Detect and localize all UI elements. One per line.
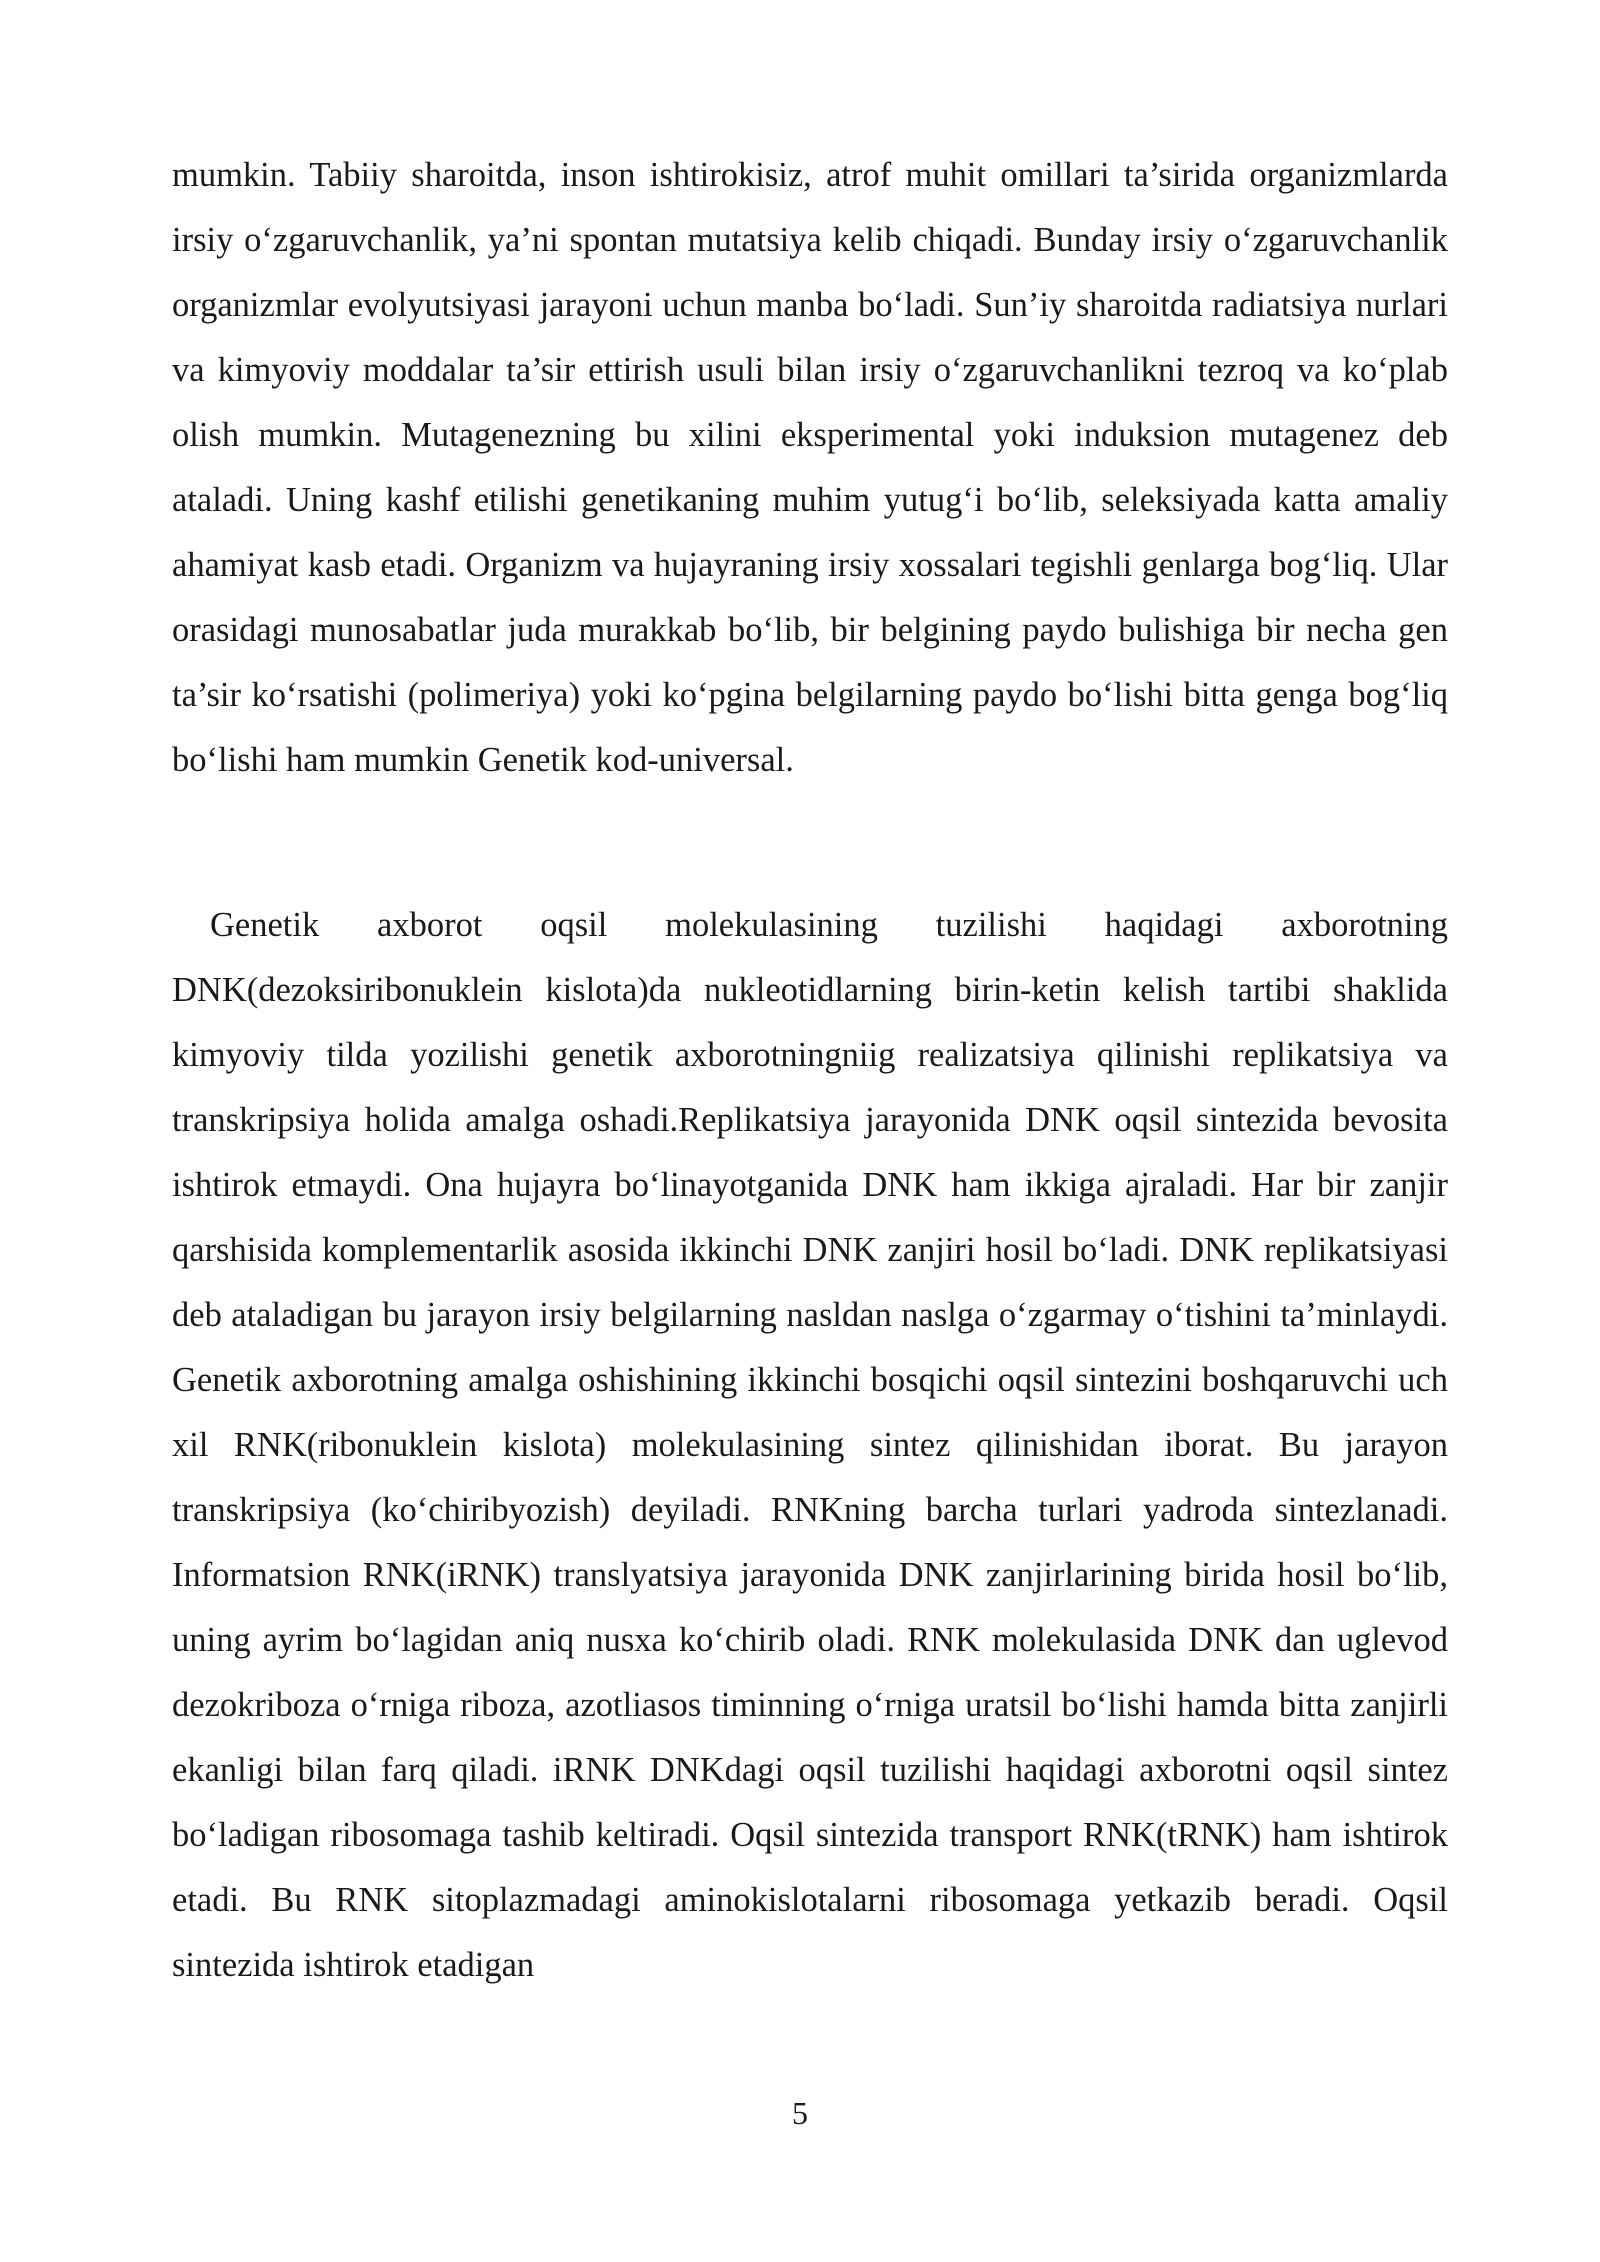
page-number: 5 xyxy=(792,2095,808,2131)
body-paragraph-2: Genetik axborot oqsil molekulasining tuzilishi haqidagi axborotning DNK(dezoksiribonuklein kislota)da nukleotidlarning birin-ketin kelish tartibi shaklida kimyoviy tilda yozilishi genetik axborotningniig realizatsiya qilinishi replikatsiya va transkripsiya holida amalga oshadi.Replikatsiya jarayonida DNK oqsil sintezida bevosita ishtirok etmaydi. Ona hujayra bo‘linayotganida DNK ham ikkiga ajraladi. Har bir zanjir qarshisida komplementarlik asosida ikkinchi DNK zanjiri hosil bo‘ladi. DNK replikatsiyasi deb ataladigan bu jarayon irsiy belgilarning nasldan naslga o‘zgarmay o‘tishini ta’minlaydi. Genetik axborotning amalga oshishining ikkinchi bosqichi oqsil sintezini boshqaruvchi uch xil RNK(ribonuklein kislota) molekulasining sintez qilinishidan iborat. Bu jarayon transkripsiya (ko‘chiribyozish) deyiladi. RNKning barcha turlari yadroda sintezlanadi. Informatsion RNK(iRNK) translyatsiya jarayonida DNK zanjirlarining birida hosil bo‘lib, uning ayrim bo‘lagidan aniq nusxa ko‘chirib oladi. RNK molekulasida DNK dan uglevod dezokriboza o‘rniga riboza, azotliasos timinning o‘rniga uratsil bo‘lishi hamda bitta zanjirli ekanligi bilan farq qiladi. iRNK DNKdagi oqsil tuzilishi haqidagi axborotni oqsil sintez bo‘ladigan ribosomaga tashib keltiradi. Oqsil sintezida transport RNK(tRNK) ham ishtirok etadi. Bu RNK sitoplazmadagi aminokislotalarni ribosomaga yetkazib beradi. Oqsil sintezida ishtirok etadigan xyxy=(172,906,1448,1984)
body-paragraph-1: mumkin. Tabiiy sharoitda, inson ishtirokisiz, atrof muhit omillari ta’sirida organizmlarda irsiy o‘zgaruvchanlik, ya’ni spontan mutatsiya kelib chiqadi. Bunday irsiy o‘zgaruvchanlik organizmlar evolyutsiyasi jarayoni uchun manba bo‘ladi. Sun’iy sharoitda radiatsiya nurlari va kimyoviy moddalar ta’sir ettirish usuli bilan irsiy o‘zgaruvchanlikni tezroq va ko‘plab olish mumkin. Mutagenezning bu xilini eksperimental yoki induksion mutagenez deb ataladi. Uning kashf etilishi genetikaning muhim yutug‘i bo‘lib, seleksiyada katta amaliy ahamiyat kasb etadi. Organizm va hujayraning irsiy xossalari tegishli genlarga bog‘liq. Ular orasidagi munosabatlar juda murakkab bo‘lib, bir belgining paydo bulishiga bir necha gen ta’sir ko‘rsatishi (polimeriya) yoki ko‘pgina belgilarning paydo bo‘lishi bitta genga bog‘liq bo‘lishi ham mumkin Genetik kod-universal. xyxy=(172,156,1448,779)
